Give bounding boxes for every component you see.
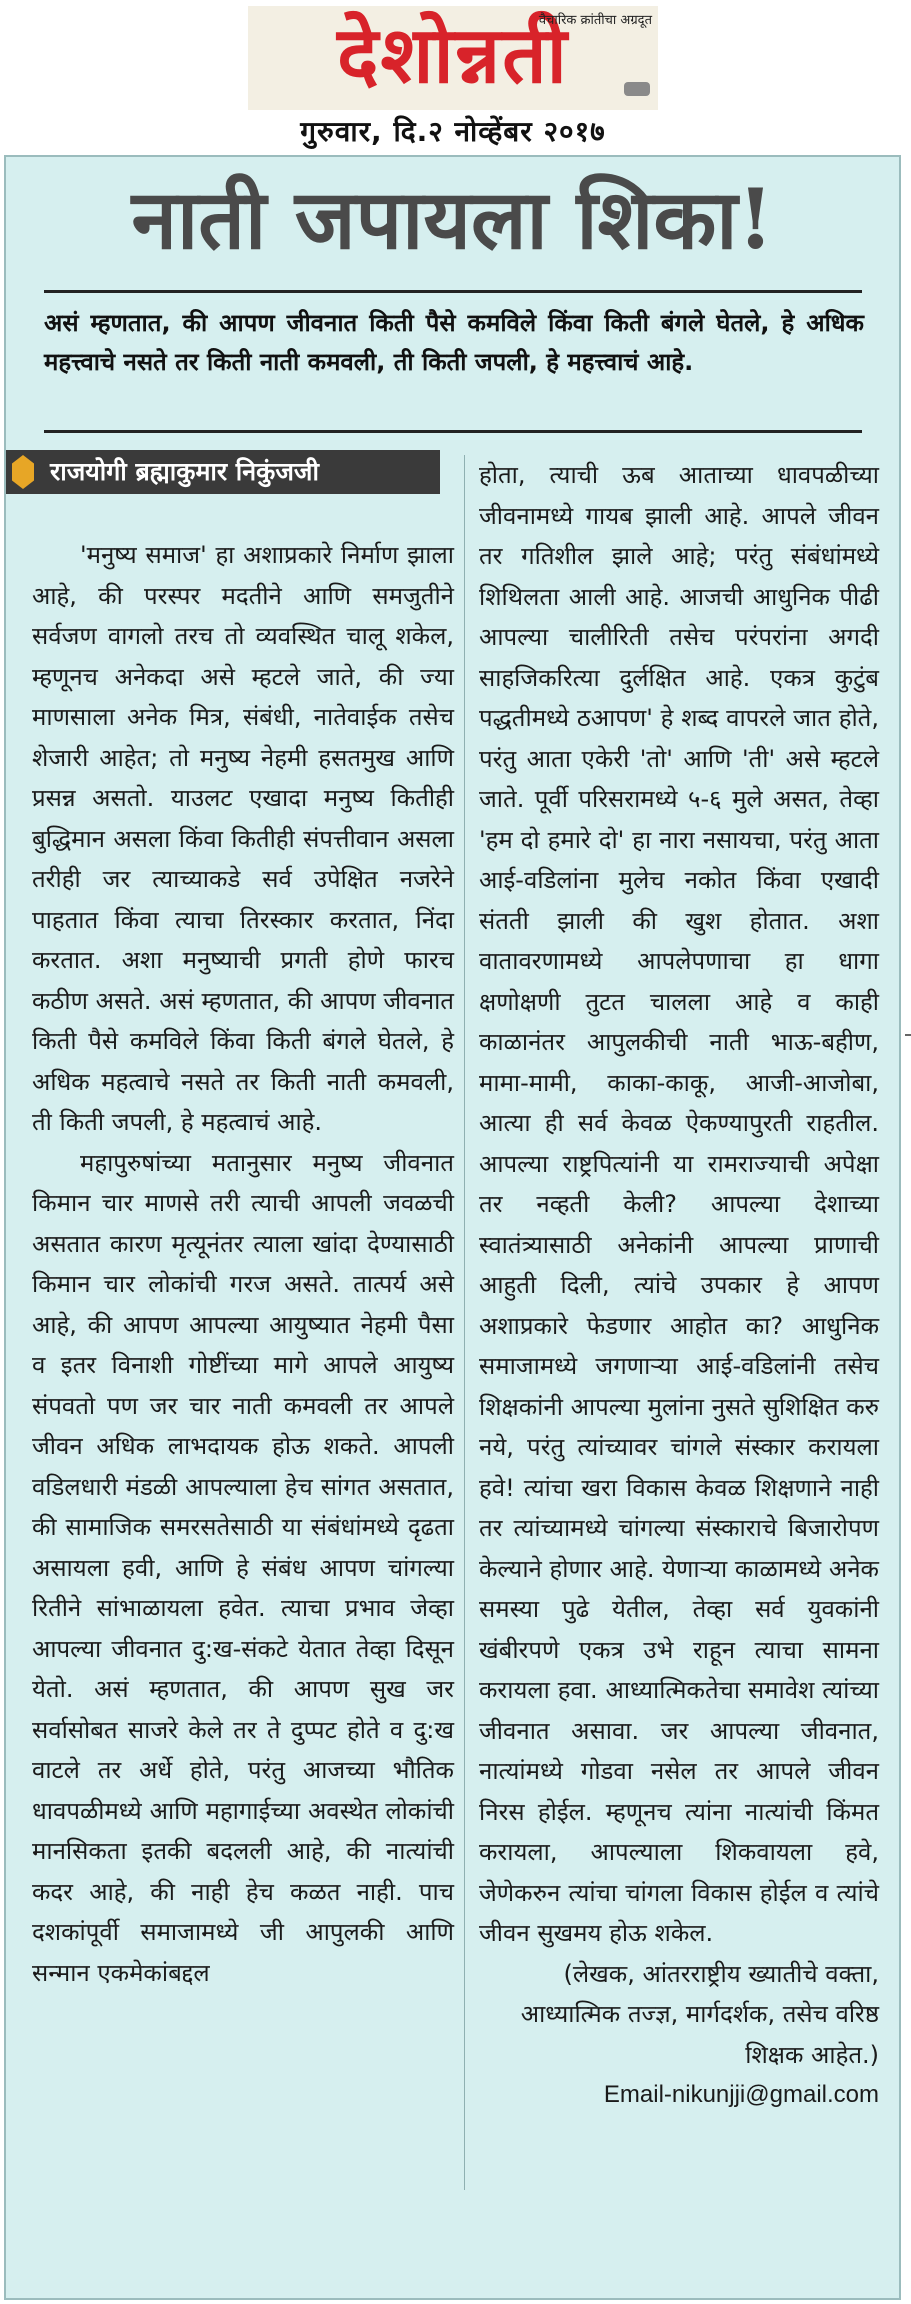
masthead [0, 0, 911, 148]
edge-mark [905, 1034, 911, 1036]
byline-lamp-icon [12, 455, 34, 489]
logo-text: देशोन्नती [337, 11, 569, 101]
article-headline: नाती जपायला शिका! [131, 172, 774, 268]
article-standfirst: असं म्हणतात, की आपण जीवनात किती पैसे कमविले किंवा किती बंगले घेतले, हे अधिक महत्त्वाचे नसते तर किती नाती कमवली, ती किती जपली, हे महत्त्वाचं आहे. [44, 309, 864, 376]
paragraph: महापुरुषांच्या मतानुसार मनुष्य जीवनात किमान चार माणसे तरी त्याची आपली जवळची असतात कारण मृत्यूनंतर त्याला खांदा देण्यासाठी किमान चार लोकांची गरज असते. तात्पर्य असे आहे, की आपण आपल्या आयुष्यात नेहमी पैसा व इतर विनाशी गोष्टींच्या मागे आपले आयुष्य संपवतो पण जर चार नाती कमवली तर आपले जीवन अधिक लाभदायक होऊ शकते. आपली वडिलधारी मंडळी आपल्याला हेच सांगत असतात, की सामाजिक समरसतेसाठी या संबंधांमध्ये दृढता असायला हवी, आणि हे संबंध आपण चांगल्या रितीने सांभाळायला हवेत. त्याचा प्रभाव जेव्हा आपल्या जीवनात दु:ख-संकटे येतात तेव्हा दिसून येतो. असं म्हणतात, की आपण सुख जर सर्वासोबत साजरे केले तर ते दुप्पट होते व दु:ख वाटले तर अर्धे होते, परंतु आजच्या भौतिक धावपळीमध्ये आणि महागाईच्या अवस्थेत लोकांची मानसिकता इतकी बदलली आहे, की नात्यांची कदर आहे, की नाही हेच कळत नाही. पाच दशकांपूर्वी समाजामध्ये जी आपुलकी आणि सन्मान एकमेकांबद्दल [32, 1148, 454, 1987]
author-email: Email-nikunjji@gmail.com [603, 2081, 879, 2108]
left-column [32, 535, 454, 1993]
author-byline [6, 450, 440, 494]
right-column [479, 455, 879, 2116]
logo-tagline: वैचारिक क्रांतीचा अग्रदूत [538, 13, 652, 28]
issue-date: गुरुवार, दि.२ नोव्हेंबर २०१७ [300, 115, 606, 148]
author-credit: (लेखक, आंतरराष्ट्रीय ख्यातीचे वक्ता, आध्यात्मिक तज्ज्ञ, मार्गदर्शक, तसेच वरिष्ठ शिक्षक आहेत.) [520, 1959, 879, 2069]
standfirst-divider [44, 430, 862, 433]
author-name: राजयोगी ब्रह्माकुमार निकुंजजी [50, 457, 319, 486]
newspaper-logo [248, 6, 658, 110]
logo-ornament-icon [624, 82, 650, 96]
headline-divider [44, 290, 862, 293]
column-divider [464, 455, 465, 2190]
paragraph: होता, त्याची ऊब आताच्या धावपळीच्या जीवनामध्ये गायब झाली आहे. आपले जीवन तर गतिशील झाले आहे; परंतु संबंधांमध्ये शिथिलता आली आहे. आजची आधुनिक पीढी आपल्या चालीरिती तसेच परंपरांना अगदी साहजिकरित्या दुर्लक्षित आहे. एकत्र कुटुंब पद्धतीमध्ये ठआपण' हे शब्द वापरले जात होते, परंतु आता एकेरी 'तो' आणि 'ती' असे म्हटले जाते. पूर्वी परिसरामध्ये ५-६ मुले असत, तेव्हा 'हम दो हमारे दो' हा नारा नसायचा, परंतु आता आई-वडिलांना मुलेच नकोत किंवा एखादी संतती झाली की खुश होतात. अशा वातावरणामध्ये आपलेपणाचा हा धागा क्षणोक्षणी तुटत चालला आहे व काही काळानंतर आपुलकीची नाती भाऊ-बहीण, मामा-मामी, काका-काकू, आजी-आजोबा, आत्या ही सर्व केवळ ऐकण्यापुरती राहतील. आपल्या राष्ट्रपित्यांनी या रामराज्याची अपेक्षा तर नव्हती केली? आपल्या देशाच्या स्वातंत्र्यासाठी अनेकांनी आपल्या प्राणाची आहुती दिली, त्यांचे उपकार हे आपण अशाप्रकारे फेडणार आहोत का? आधुनिक समाजामध्ये जगणाऱ्या आई-वडिलांनी तसेच शिक्षकांनी आपल्या मुलांना नुसते सुशिक्षित करु नये, परंतु त्यांच्यावर चांगले संस्कार करायला हवे! त्यांचा खरा विकास केवळ शिक्षणाने नाही तर त्यांच्यामध्ये चांगल्या संस्काराचे बिजारोपण केल्याने होणार आहे. येणाऱ्या काळामध्ये अनेक समस्या पुढे येतील, तेव्हा सर्व युवकांनी खंबीरपणे एकत्र उभे राहून त्याचा सामना करायला हवा. आध्यात्मिकतेचा समावेश त्यांच्या जीवनात असावा. जर आपल्या जीवनात, नात्यांमध्ये गोडवा नसेल तर आपले जीवन निरस होईल. म्हणूनच त्यांना नात्यांची किंमत करायला, आपल्याला शिकवायला हवे, जेणेकरुन त्यांचा चांगला विकास होईल व त्यांचे जीवन सुखमय होऊ शकेल. [479, 461, 879, 1947]
article-panel [4, 155, 901, 2300]
paragraph: 'मनुष्य समाज' हा अशाप्रकारे निर्माण झाला आहे, की परस्पर मदतीने आणि समजुतीने सर्वजण वागलो तरच तो व्यवस्थित चालू शकेल, म्हणूनच अनेकदा असे म्हटले जाते, की ज्या माणसाला अनेक मित्र, संबंधी, नातेवाईक तसेच शेजारी आहेत; तो मनुष्य नेहमी हसतमुख आणि प्रसन्न असतो. याउलट एखादा मनुष्य कितीही बुद्धिमान असला किंवा कितीही संपत्तीवान असला तरीही जर त्याच्याकडे सर्व उपेक्षित नजरेने पाहतात किंवा त्याचा तिरस्कार करतात, निंदा करतात. अशा मनुष्याची प्रगती होणे फारच कठीण असते. असं म्हणतात, की आपण जीवनात किती पैसे कमविले किंवा किती बंगले घेतले, हे अधिक महत्वाचे नसते तर किती नाती कमवली, ती किती जपली, हे महत्वाचं आहे. [32, 541, 454, 1136]
